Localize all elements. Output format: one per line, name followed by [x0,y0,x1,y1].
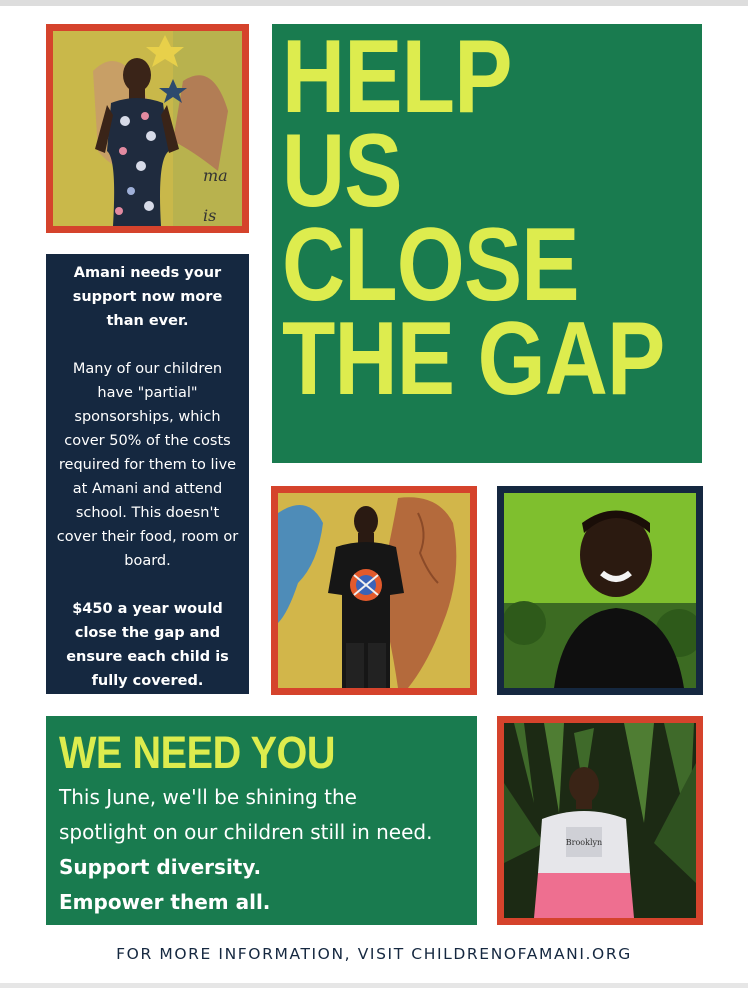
svg-text:ma: ma [203,166,228,185]
photo-girl-floral-dress [46,24,249,233]
info-body: Many of our children have "partial" sponsorships, which cover 50% of the costs required for them to live at Amani and attend school. This doesn't cover their food, room or board. [56,361,239,569]
footer-info-text: FOR MORE INFORMATION, VISIT CHILDRENOFAMANI.ORG [116,945,632,963]
svg-text:is: is [203,206,217,225]
cta-line: spotlight on our children still in need. [59,820,433,844]
svg-text:Brooklyn: Brooklyn [565,838,603,847]
info-intro: Amani needs your support now more than ever. [72,265,223,329]
headline-line: HELP [282,19,512,135]
call-to-action-panel [46,716,477,925]
headline-line: THE GAP [282,301,665,417]
cta-line: This June, we'll be shining the [59,785,357,809]
photo-smiling-child [497,486,703,695]
cta-heading: WE NEED YOU [59,727,336,778]
photo-girl-garden [497,716,703,925]
headline-line: US [282,113,402,229]
headline-panel [272,19,702,463]
info-panel [46,254,249,694]
cta-bold-line: Support diversity. [59,855,262,879]
bottom-border [0,983,748,988]
top-border [0,0,748,6]
photo-boy-map-mural [271,486,477,695]
headline-line: CLOSE [282,207,579,323]
info-closing: $450 a year would close the gap and ensure each child is fully covered. [66,601,229,689]
cta-bold-line: Empower them all. [59,890,271,914]
